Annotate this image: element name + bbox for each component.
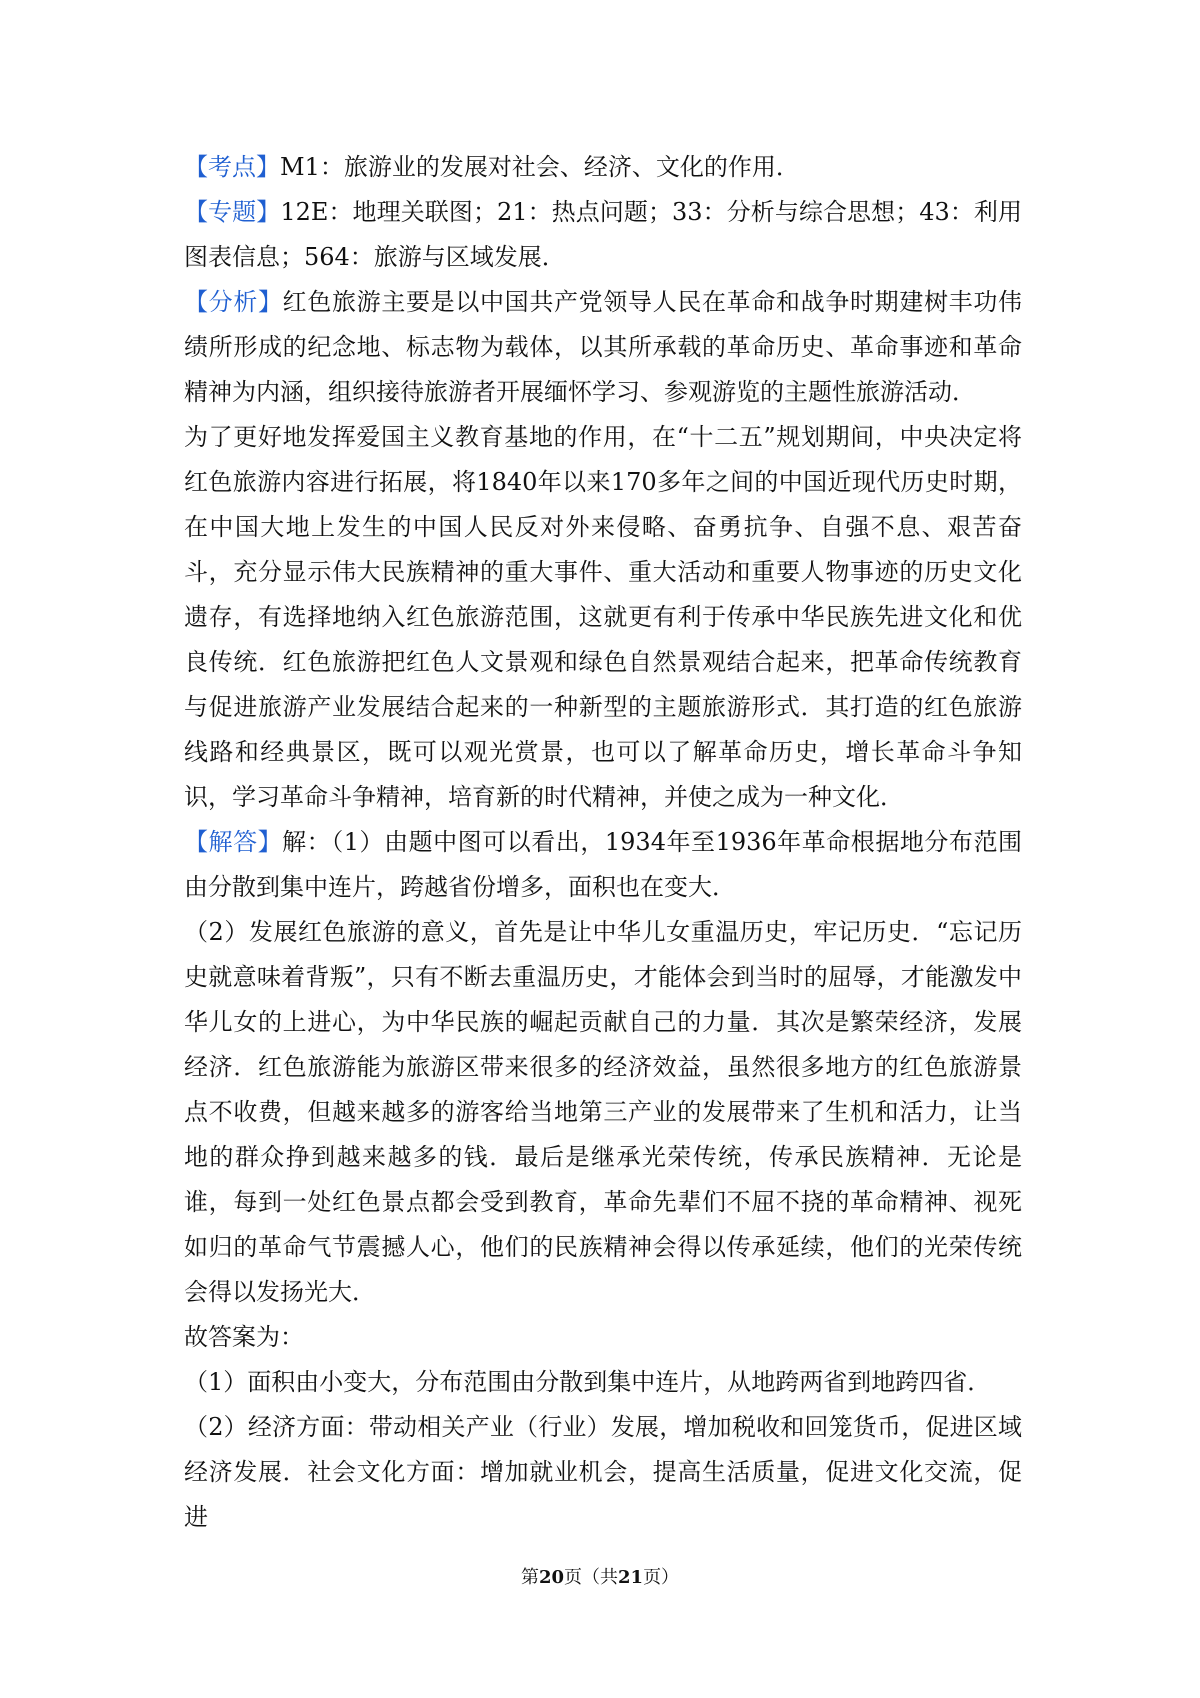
section-kaodian — [184, 145, 1022, 190]
jieda-paragraph-2: （2）发展红色旅游的意义，首先是让中华儿女重温历史，牢记历史．“忘记历史就意味着背叛”，只有不断去重温历史，才能体会到当时的屈辱，才能激发中华儿女的上进心，为中华民族的崛起贡献自己的力量．其次是繁荣经济，发展经济．红色旅游能为旅游区带来很多的经济效益，虽然很多地方的红色旅游景点不收费，但越来越多的游客给当地第三产业的发展带来了生机和活力，让当地的群众挣到越来越多的钱．最后是继承光荣传统，传承民族精神．无论是谁，每到一处红色景点都会受到教育，革命先辈们不屈不挠的革命精神、视死如归的革命气节震撼人心，他们的民族精神会得以传承延续，他们的光荣传统会得以发扬光大． — [184, 918, 1022, 1306]
fenxi-text: 红色旅游主要是以中国共产党领导人民在革命和战争时期建树丰功伟绩所形成的纪念地、标志物为载体，以其所承载的革命历史、革命事迹和革命精神为内涵，组织接待旅游者开展缅怀学习、参观游览的主题性旅游活动． — [184, 288, 1023, 406]
page-footer — [0, 1566, 1200, 1590]
kaodian-text: M1：旅游业的发展对社会、经济、文化的作用． — [280, 153, 800, 181]
jieda-tag: 【解答】 — [184, 828, 283, 856]
jieda-text: 解：（1）由题中图可以看出，1934年至1936年革命根据地分布范围由分散到集中连片，跨越省份增多，面积也在变大． — [184, 828, 1022, 901]
zhuanti-text: 12E：地理关联图；21：热点问题；33：分析与综合思想；43：利用图表信息；564：旅游与区域发展． — [184, 198, 1022, 271]
footer-total-pages: 21 — [618, 1567, 644, 1588]
fenxi-continuation: 为了更好地发挥爱国主义教育基地的作用，在“十二五”规划期间，中央决定将红色旅游内容进行拓展，将1840年以来170多年之间的中国近现代历史时期，在中国大地上发生的中国人民反对外来侵略、奋勇抗争、自强不息、艰苦奋斗，充分显示伟大民族精神的重大事件、重大活动和重要人物事迹的历史文化遗存，有选择地纳入红色旅游范围，这就更有利于传承中华民族先进文化和优良传统．红色旅游把红色人文景观和绿色自然景观结合起来，把革命传统教育与促进旅游产业发展结合起来的一种新型的主题旅游形式．其打造的红色旅游线路和经典景区，既可以观光赏景，也可以了解革命历史，增长革命斗争知识，学习革命斗争精神，培育新的时代精神，并使之成为一种文化． — [184, 423, 1022, 811]
footer-suffix: 页） — [643, 1567, 680, 1588]
answer-content — [184, 145, 1022, 1540]
fenxi-tag: 【分析】 — [184, 288, 283, 316]
section-jieda — [184, 820, 1022, 910]
footer-prefix: 第 — [520, 1567, 539, 1588]
footer-page-number: 20 — [538, 1567, 564, 1588]
section-fenxi — [184, 280, 1022, 415]
footer-middle: 页（共 — [564, 1567, 618, 1588]
answer-item-1: （1）面积由小变大，分布范围由分散到集中连片，从地跨两省到地跨四省． — [184, 1368, 992, 1396]
answer-intro: 故答案为： — [184, 1323, 304, 1351]
kaodian-tag: 【考点】 — [184, 153, 280, 181]
zhuanti-tag: 【专题】 — [184, 198, 281, 226]
answer-item-2: （2）经济方面：带动相关产业（行业）发展，增加税收和回笼货币，促进区域经济发展．社会文化方面：增加就业机会，提高生活质量，促进文化交流，促进 — [184, 1413, 1022, 1531]
section-zhuanti — [184, 190, 1022, 280]
